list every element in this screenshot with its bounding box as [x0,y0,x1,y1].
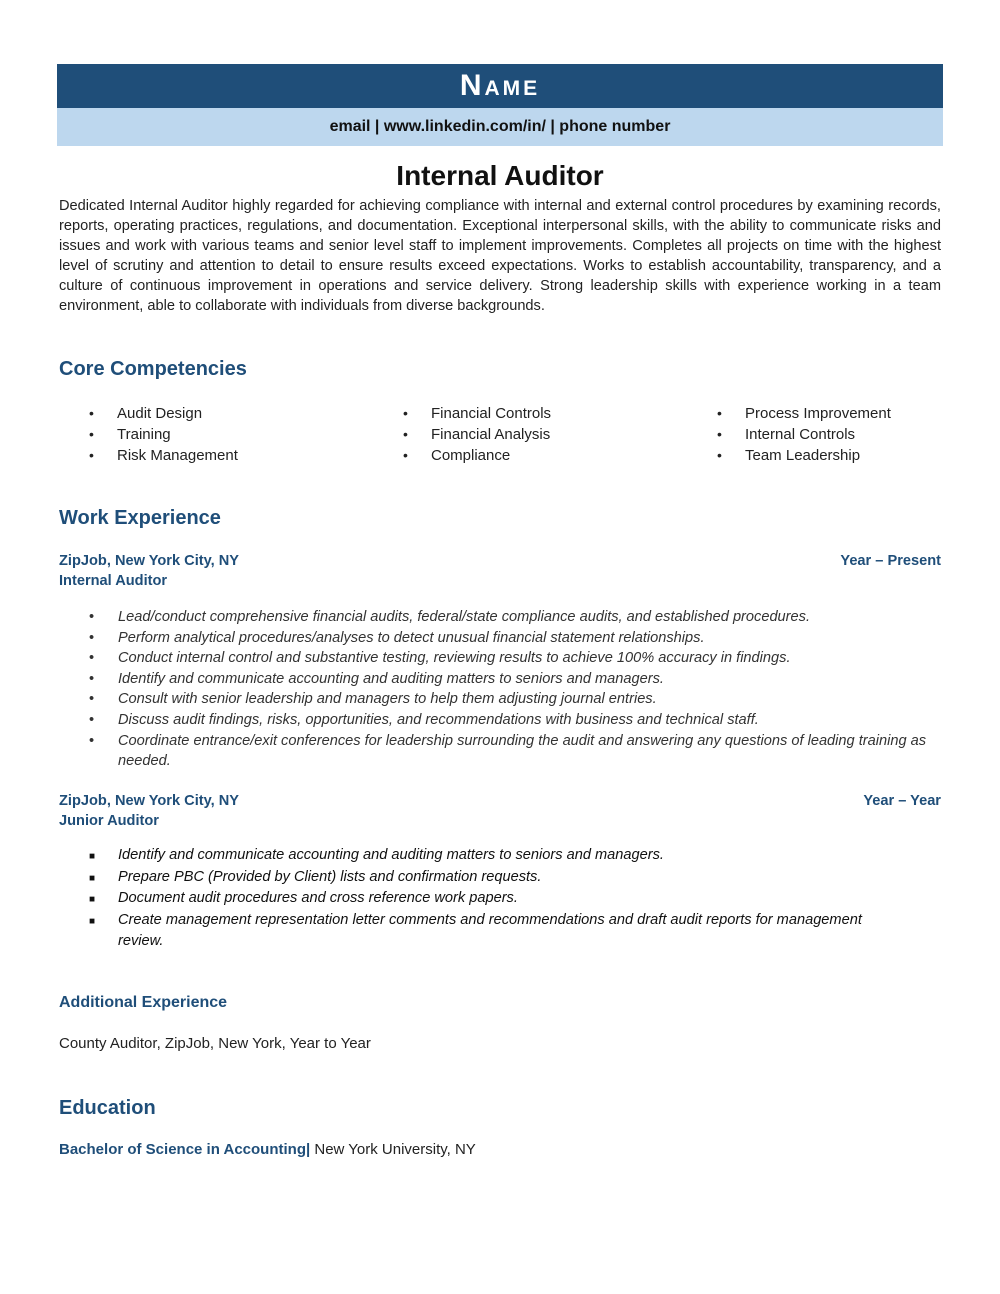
duty-item: • Conduct internal control and substantive testing, reviewing results to achieve 100% accuracy in findings. [89,648,941,669]
competency-item: • Team Leadership [717,447,861,464]
work-experience-heading: Work Experience [59,507,221,529]
competency-item: • Internal Controls [717,426,856,443]
square-bullet-icon: ■ [89,894,96,905]
resume-title: Internal Auditor [396,160,604,191]
duty-item: ■ Document audit procedures and cross reference work papers. [89,888,909,910]
contact-info: email | www.linkedin.com/in/ | phone number [329,118,671,135]
bullet-icon: • [89,670,95,687]
contact-bar [57,108,943,146]
name-banner [57,64,943,108]
duty-item: ■ Create management representation letter comments and recommendations and draft audit reports for management review. [89,911,862,949]
bullet-icon: • [89,732,95,749]
competency-item: • Risk Management [89,447,238,464]
duty-item: • Perform analytical procedures/analyses to detect unusual financial statement relationships. [89,628,941,649]
competency-column-3 [717,403,891,466]
job-duties-list [89,845,909,953]
professional-summary: Dedicated Internal Auditor highly regarded for achieving compliance with internal and external control procedures by examining records, reports, operating practices, regulations, and documentation. Exceptional interpersonal skills, with the ability to communicate risks and issues and work with various teams and senior level staff to implement improvements. Completes all projects on time with the highest level of scrutiny and attention to detail to ensure results exceed expectations. Works to establish accountability, transparency, and a culture of continuous improvement in operations and service delivery. Strong leadership skills with experience working in a team environment, able to collaborate with individuals from diverse backgrounds. [59,198,941,314]
competency-item: • Training [89,426,171,443]
square-bullet-icon: ■ [89,915,96,927]
school: New York University, NY [314,1141,476,1158]
bullet-icon: • [89,426,94,442]
square-bullet-icon: ■ [89,851,96,862]
competency-item: • Compliance [403,447,511,464]
bullet-icon: • [89,650,95,667]
bullet-icon: • [403,405,408,421]
duty-item: • Identify and communicate accounting and auditing matters to seniors and managers. [89,669,941,690]
bullet-icon: • [403,447,408,463]
competency-item: • Audit Design [89,405,203,422]
candidate-name: Name [459,69,541,102]
square-bullet-icon: ■ [89,872,96,884]
bullet-icon: • [89,711,95,728]
degree: Bachelor of Science in Accounting [59,1141,306,1158]
job-role: Junior Auditor [59,813,159,829]
duty-item: ■ Prepare PBC (Provided by Client) lists and confirmation requests. [89,867,909,889]
additional-experience-entry: County Auditor, ZipJob, New York, Year to Year [59,1035,371,1052]
job-company: ZipJob, New York City, NY [59,553,240,569]
competency-item: • Financial Controls [403,405,552,422]
bullet-icon: • [89,405,94,421]
duty-item: • Discuss audit findings, risks, opportunities, and recommendations with business and technical staff. [89,710,941,731]
job-role: Internal Auditor [59,573,168,589]
bullet-icon: • [717,405,722,421]
duty-item: • Lead/conduct comprehensive financial audits, federal/state compliance audits, and established procedures. [89,607,941,628]
bullet-icon: • [717,447,722,463]
bullet-icon: • [717,426,722,442]
bullet-icon: • [403,426,408,442]
bullet-icon: • [89,629,95,646]
bullet-icon: • [89,447,94,463]
competency-column-1 [89,403,238,466]
job-company: ZipJob, New York City, NY [59,793,240,809]
bullet-icon: • [89,609,95,625]
additional-experience-heading: Additional Experience [59,994,228,1011]
education-entry [59,1140,476,1160]
duty-item: ■ Identify and communicate accounting and auditing matters to seniors and managers. [89,845,909,867]
separator: | [306,1141,311,1158]
core-competencies-heading: Core Competencies [59,358,247,380]
job-dates: Year – Year [863,793,941,809]
job-dates: Year – Present [840,553,941,569]
education-heading: Education [59,1097,156,1119]
job-duties-list [89,607,941,772]
competency-item: • Financial Analysis [403,426,551,443]
duty-item: • Consult with senior leadership and managers to help them adjusting journal entries. [89,689,941,710]
competency-item: • Process Improvement [717,405,891,422]
competency-column-2 [403,403,551,466]
duty-item: • Coordinate entrance/exit conferences for leadership surrounding the audit and answering any questions of leading training as needed. [89,732,927,770]
bullet-icon: • [89,691,95,708]
